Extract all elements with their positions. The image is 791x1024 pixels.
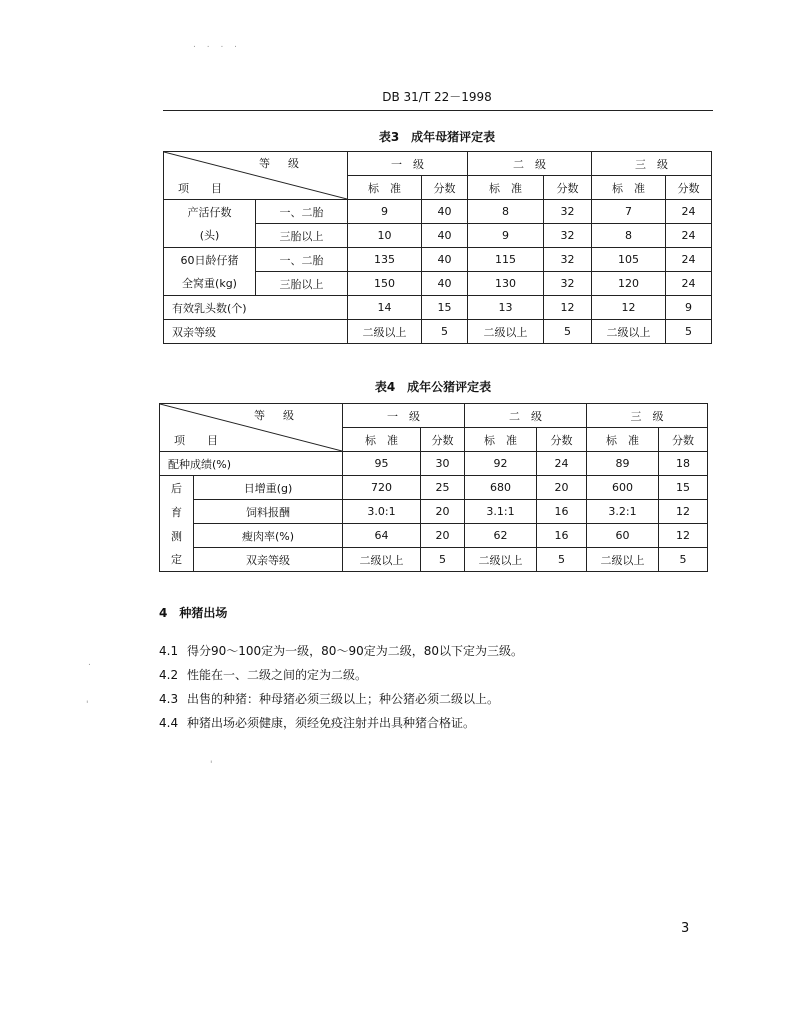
table3-corner-cell — [164, 152, 348, 200]
table3-std-header: 标 准 — [348, 176, 422, 200]
table-cell: 20 — [421, 524, 465, 548]
table-cell: 20 — [421, 500, 465, 524]
scan-speck: ' — [86, 700, 93, 710]
table-row — [160, 524, 708, 548]
table-cell: 12 — [659, 500, 708, 524]
scan-speck: . — [88, 658, 95, 668]
table-cell: 92 — [465, 452, 537, 476]
table3-std-header: 标 准 — [468, 176, 544, 200]
table-cell: 7 — [592, 200, 666, 224]
table3-corner-bottom: 项目 — [178, 182, 244, 195]
table-cell: 5 — [422, 320, 468, 344]
table-cell: 3.1:1 — [465, 500, 537, 524]
table-cell: 130 — [468, 272, 544, 296]
table-cell: 二级以上 — [465, 548, 537, 572]
table3-group2-name: 60日龄仔猪 — [164, 248, 256, 272]
table-row — [164, 320, 712, 344]
page-number: 3 — [681, 921, 690, 936]
table-cell: 二级以上 — [592, 320, 666, 344]
table4-sub-label: 饲料报酬 — [194, 500, 343, 524]
table4-grade-1: 一 级 — [343, 404, 465, 428]
table-cell: 150 — [348, 272, 422, 296]
table4-corner-top: 等级 — [254, 409, 312, 422]
table-cell: 8 — [468, 200, 544, 224]
list-item — [159, 714, 475, 731]
table-row — [164, 248, 712, 272]
list-item — [159, 642, 523, 659]
table-cell: 60 — [587, 524, 659, 548]
item-number: 4.2 — [159, 668, 179, 682]
table3-grade-1: 一 级 — [348, 152, 468, 176]
table4-side-label: 测 — [160, 524, 194, 548]
table4-side-label: 后 — [160, 476, 194, 500]
table3-group1-name: 产活仔数 — [164, 200, 256, 224]
table-cell: 89 — [587, 452, 659, 476]
list-item — [159, 666, 367, 683]
table-cell: 8 — [592, 224, 666, 248]
table-cell: 5 — [544, 320, 592, 344]
table-cell: 95 — [343, 452, 421, 476]
table4-score-header: 分数 — [659, 428, 708, 452]
table3-row-label: 双亲等级 — [164, 320, 348, 344]
table-cell: 32 — [544, 272, 592, 296]
table3 — [163, 151, 712, 344]
table4-sub-label: 双亲等级 — [194, 548, 343, 572]
table-cell: 40 — [422, 224, 468, 248]
table3-score-header: 分数 — [422, 176, 468, 200]
table-cell: 720 — [343, 476, 421, 500]
table-row — [164, 200, 712, 224]
table4-corner-cell — [160, 404, 343, 452]
table3-group2-sub-2: 三胎以上 — [256, 272, 348, 296]
table-cell: 9 — [666, 296, 712, 320]
table-cell: 24 — [537, 452, 587, 476]
table-cell: 10 — [348, 224, 422, 248]
table-cell: 9 — [348, 200, 422, 224]
item-number: 4.4 — [159, 716, 179, 730]
table4-std-header: 标 准 — [465, 428, 537, 452]
table4-grade-2: 二 级 — [465, 404, 587, 428]
table-cell: 600 — [587, 476, 659, 500]
table3-caption: 表3 成年母猪评定表 — [378, 130, 496, 144]
item-text: 出售的种猪：种母猪必须三级以上；种公猪必须二级以上。 — [187, 692, 500, 706]
table-cell: 15 — [422, 296, 468, 320]
table-cell: 18 — [659, 452, 708, 476]
table-cell: 115 — [468, 248, 544, 272]
table4-corner-bottom: 项目 — [174, 434, 240, 447]
table4-std-header: 标 准 — [587, 428, 659, 452]
table-cell: 12 — [659, 524, 708, 548]
table-row — [160, 476, 708, 500]
table-cell: 二级以上 — [468, 320, 544, 344]
table-cell: 32 — [544, 224, 592, 248]
section-title — [159, 604, 227, 621]
table-cell: 30 — [421, 452, 465, 476]
table-cell: 680 — [465, 476, 537, 500]
table-cell: 64 — [343, 524, 421, 548]
scan-speck: ' — [210, 760, 217, 770]
header-rule — [163, 110, 713, 111]
table-cell: 5 — [421, 548, 465, 572]
table3-group2-unit: 全窝重(kg) — [164, 272, 256, 296]
table-cell: 25 — [421, 476, 465, 500]
running-header: DB 31/T 22－1998 — [382, 90, 492, 104]
table-row — [160, 548, 708, 572]
item-text: 性能在一、二级之间的定为二级。 — [187, 668, 368, 682]
table4-side-label: 育 — [160, 500, 194, 524]
table3-corner-top: 等级 — [259, 157, 317, 170]
table-row — [160, 500, 708, 524]
table-cell: 15 — [659, 476, 708, 500]
table-cell: 3.0:1 — [343, 500, 421, 524]
table3-group2-sub-1: 一、二胎 — [256, 248, 348, 272]
section-title-text: 4 种猪出场 — [159, 606, 228, 620]
table-cell: 135 — [348, 248, 422, 272]
table-cell: 5 — [659, 548, 708, 572]
table3-group1-sub-2: 三胎以上 — [256, 224, 348, 248]
table-cell: 二级以上 — [343, 548, 421, 572]
table4-sub-label: 瘦肉率(%) — [194, 524, 343, 548]
table4 — [159, 403, 708, 572]
table-cell: 24 — [666, 272, 712, 296]
item-number: 4.3 — [159, 692, 179, 706]
table-row — [164, 272, 712, 296]
table-cell: 24 — [666, 248, 712, 272]
table-cell: 16 — [537, 524, 587, 548]
table4-side-label: 定 — [160, 548, 194, 572]
table-cell: 105 — [592, 248, 666, 272]
table-cell: 3.2:1 — [587, 500, 659, 524]
table-cell: 24 — [666, 200, 712, 224]
table-cell: 5 — [666, 320, 712, 344]
table-row — [164, 296, 712, 320]
table-row — [160, 452, 708, 476]
item-text: 种猪出场必须健康，须经免疫注射并出具种猪合格证。 — [187, 716, 476, 730]
item-text: 得分90～100定为一级，80～90定为二级，80以下定为三级。 — [187, 644, 523, 658]
table4-score-header: 分数 — [537, 428, 587, 452]
table3-std-header: 标 准 — [592, 176, 666, 200]
item-number: 4.1 — [159, 644, 179, 658]
table3-grade-3: 三 级 — [592, 152, 712, 176]
table-cell: 16 — [537, 500, 587, 524]
table3-score-header: 分数 — [544, 176, 592, 200]
table-cell: 二级以上 — [587, 548, 659, 572]
table-cell: 二级以上 — [348, 320, 422, 344]
table3-score-header: 分数 — [666, 176, 712, 200]
table-cell: 12 — [544, 296, 592, 320]
list-item — [159, 690, 499, 707]
scan-speck: . . . . — [193, 40, 242, 50]
table4-caption: 表4 成年公猪评定表 — [374, 380, 492, 394]
table4-row-label: 配种成绩(%) — [160, 452, 343, 476]
table-cell: 20 — [537, 476, 587, 500]
table-cell: 40 — [422, 248, 468, 272]
table4-std-header: 标 准 — [343, 428, 421, 452]
table4-grade-3: 三 级 — [587, 404, 708, 428]
table-cell: 32 — [544, 248, 592, 272]
table4-sub-label: 日增重(g) — [194, 476, 343, 500]
table-cell: 13 — [468, 296, 544, 320]
table-cell: 62 — [465, 524, 537, 548]
table-cell: 12 — [592, 296, 666, 320]
table3-row-label: 有效乳头数(个) — [164, 296, 348, 320]
table4-score-header: 分数 — [421, 428, 465, 452]
table3-group1-sub-1: 一、二胎 — [256, 200, 348, 224]
table-row — [164, 224, 712, 248]
table-cell: 14 — [348, 296, 422, 320]
table-cell: 120 — [592, 272, 666, 296]
table-cell: 9 — [468, 224, 544, 248]
table3-grade-2: 二 级 — [468, 152, 592, 176]
table3-group1-unit: (头) — [164, 224, 256, 248]
table-cell: 5 — [537, 548, 587, 572]
table-cell: 32 — [544, 200, 592, 224]
table-cell: 40 — [422, 272, 468, 296]
table-cell: 40 — [422, 200, 468, 224]
table-cell: 24 — [666, 224, 712, 248]
